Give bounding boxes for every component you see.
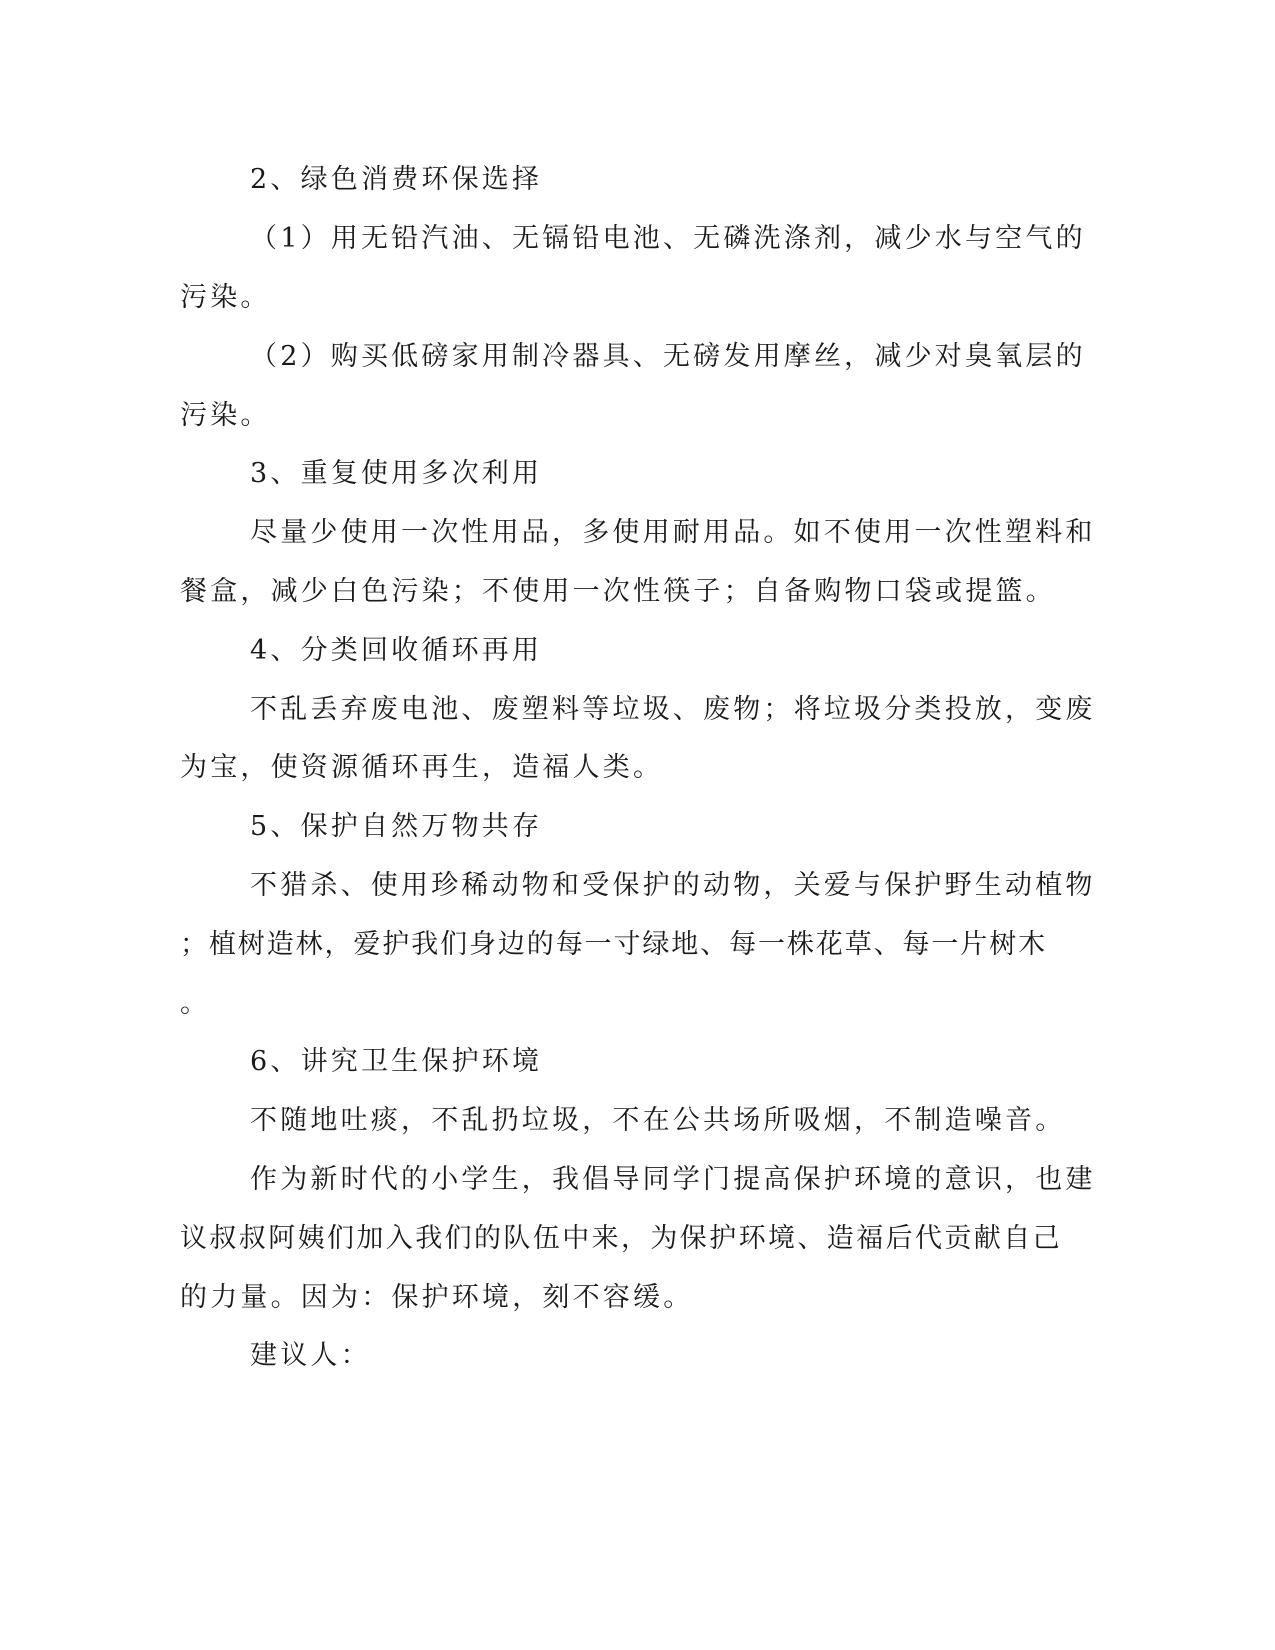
paragraph-line: 。: [180, 988, 211, 1019]
paragraph-line: ；植树造林，爱护我们身边的每一寸绿地、每一株花草、每一片树木: [180, 929, 1047, 960]
paragraph-line: （2）购买低磅家用制冷器具、无磅发用摩丝，减少对臭氧层的: [250, 341, 1086, 372]
paragraph-line: 不随地吐痰，不乱扔垃圾，不在公共场所吸烟，不制造噪音。: [250, 1105, 1066, 1136]
paragraph-line: 污染。: [180, 400, 271, 431]
paragraph-line: 尽量少使用一次性用品，多使用耐用品。如不使用一次性塑料和: [250, 517, 1096, 548]
signature-label: 建议人：: [250, 1340, 371, 1371]
paragraph-line: 不猎杀、使用珍稀动物和受保护的动物，关爱与保护野生动植物: [250, 870, 1096, 901]
paragraph-line: 为宝，使资源循环再生，造福人类。: [180, 752, 664, 783]
heading-recycling: 4、分类回收循环再用: [250, 635, 543, 666]
heading-reuse: 3、重复使用多次利用: [250, 458, 543, 489]
paragraph-line: 不乱丢弃废电池、废塑料等垃圾、废物；将垃圾分类投放，变废: [250, 694, 1096, 725]
paragraph-line: 作为新时代的小学生，我倡导同学门提高保护环境的意识，也建: [250, 1164, 1096, 1195]
heading-green-consumption: 2、绿色消费环保选择: [250, 164, 543, 195]
paragraph-line: 议叔叔阿姨们加入我们的队伍中来，为保护环境、造福后代贡献自己: [180, 1223, 1062, 1254]
heading-protect-nature: 5、保护自然万物共存: [250, 811, 543, 842]
paragraph-line: 餐盒，减少白色污染；不使用一次性筷子；自备购物口袋或提篮。: [180, 576, 1056, 607]
heading-hygiene: 6、讲究卫生保护环境: [250, 1046, 543, 1077]
paragraph-line: 的力量。因为：保护环境，刻不容缓。: [180, 1282, 694, 1313]
paragraph-line: 污染。: [180, 282, 271, 313]
paragraph-line: （1）用无铅汽油、无镉铅电池、无磷洗涤剂，减少水与空气的: [250, 223, 1086, 254]
